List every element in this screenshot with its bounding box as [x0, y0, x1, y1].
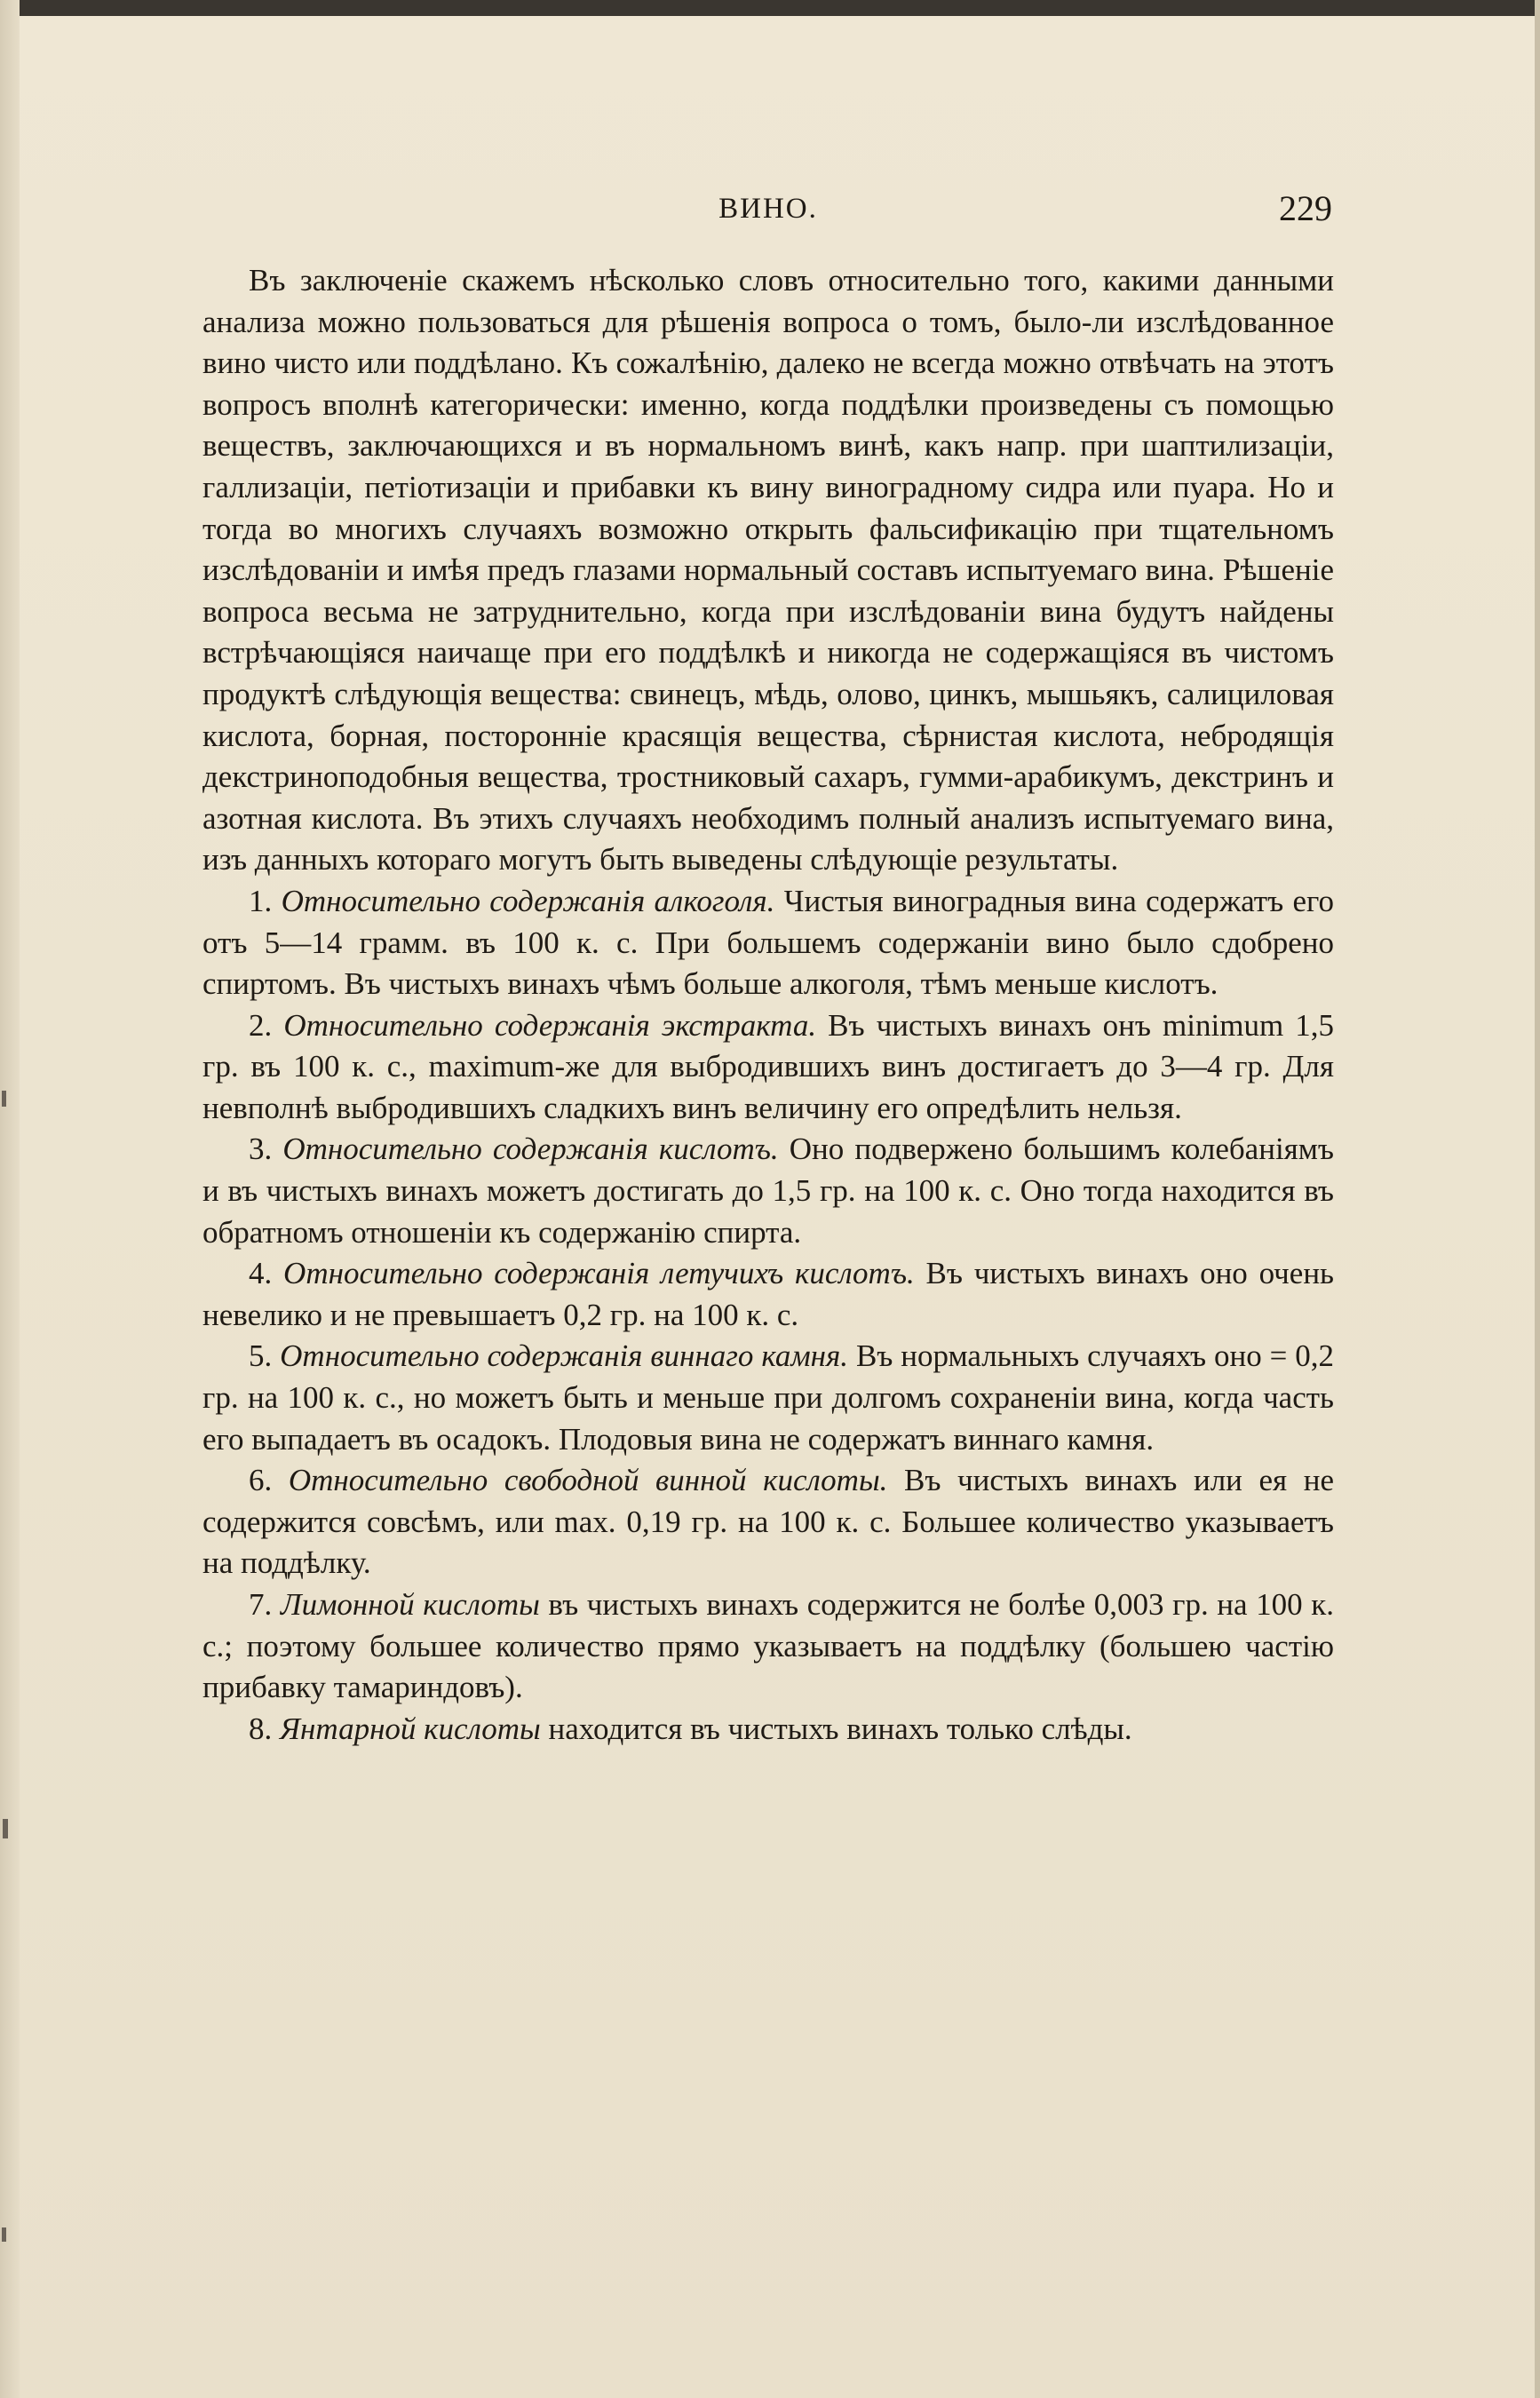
page-header: [204, 182, 1332, 235]
page-number: 229: [1279, 188, 1332, 228]
list-item: [202, 1253, 1334, 1336]
list-item: [202, 1005, 1334, 1130]
item-lead: Относительно содержанія экстракта.: [283, 1007, 817, 1043]
item-text: Чистыя виноградныя вина содержатъ его отъ 5—14 грамм. въ 100 к. с. При большемъ содержаніи вино было сдобрено спиртомъ. Въ чистыхъ винахъ чѣмъ больше алкоголя, тѣмъ меньше кислотъ.: [202, 883, 1335, 1002]
item-number: 8.: [249, 1711, 273, 1746]
item-lead: Относительно свободной винной кислоты.: [288, 1463, 888, 1498]
page-top-edge: [0, 0, 1540, 16]
intro-paragraph: Въ заключеніе скажемъ нѣсколько словъ относительно того, какими данными анализа можно пользоваться для рѣшенія вопроса о томъ, было-ли изслѣдованное вино чисто или поддѣлано. Къ сожалѣнію, далеко не всегда можно отвѣчать на этотъ вопросъ вполнѣ категорически: именно, когда поддѣлки произведены съ помощью веществъ, заключающихся и въ нормальномъ винѣ, какъ напр. при шаптилизаціи, галлизаціи, петіотизаціи и прибавки къ вину виноградному сидра или пуара. Но и тогда во многихъ случаяхъ возможно открыть фальсификацію при тщательномъ изслѣдованіи и имѣя предъ глазами нормальный составъ испытуемаго вина. Рѣшеніе вопроса весьма не затруднительно, когда при изслѣдованіи вина будутъ найдены встрѣчающіяся наичаще при его поддѣлкѣ и никогда не содержащіяся въ чистомъ продуктѣ слѣдующія вещества: свинецъ, мѣдь, олово, цинкъ, мышьякъ, салициловая кислота, борная, посторонніе красящія вещества, сѣрнистая кислота, небродящія декстриноподобныя вещества, тростниковый сахаръ, гумми-арабикумъ, декстринъ и азотная кислота. Въ этихъ случаяхъ необходимъ полный анализъ испытуемаго вина, изъ данныхъ котораго могутъ быть выведены слѣдующіе результаты.: [202, 263, 1334, 877]
item-lead: Лимонной кислоты: [280, 1587, 540, 1622]
item-text: находится въ чистыхъ винахъ только слѣды.: [548, 1711, 1132, 1746]
item-text: Въ чистыхъ винахъ оно очень невелико и не превышаетъ 0,2 гр. на 100 к. с.: [202, 1256, 1335, 1332]
list-item: [202, 1129, 1334, 1253]
margin-mark: [2, 2227, 6, 2242]
list-item: [202, 881, 1334, 1005]
margin-mark: [2, 1091, 6, 1107]
item-number: 4.: [249, 1256, 273, 1291]
page-binding-edge: [0, 0, 20, 2398]
item-lead: Янтарной кислоты: [280, 1711, 541, 1746]
body-text: [202, 260, 1334, 1750]
item-number: 3.: [249, 1132, 273, 1167]
item-number: 7.: [249, 1587, 273, 1622]
item-number: 1.: [249, 883, 273, 918]
item-text: Въ чистыхъ винахъ или ея не содержится совсѣмъ, или max. 0,19 гр. на 100 к. с. Большее количество указываетъ на поддѣлку.: [202, 1463, 1335, 1581]
item-text: Въ чистыхъ винахъ онъ minimum 1,5 гр. въ 100 к. с., maximum-же для выбродившихъ винъ достигаетъ до 3—4 гр. Для невполнѣ выбродившихъ сладкихъ винъ величину его опредѣлить нельзя.: [202, 1007, 1335, 1125]
item-lead: Относительно содержанія кислотъ.: [282, 1132, 779, 1167]
running-head: ВИНО.: [718, 193, 818, 225]
item-number: 5.: [249, 1338, 273, 1374]
list-item: [202, 1709, 1334, 1751]
item-text: въ чистыхъ винахъ содержится не болѣе 0,003 гр. на 100 к. с.; поэтому большее количество прямо указываетъ на поддѣлку (большею частію прибавку тамариндовъ).: [202, 1587, 1335, 1705]
item-number: 6.: [249, 1463, 273, 1498]
list-item: [202, 1584, 1334, 1709]
page-right-edge: [1535, 0, 1540, 2398]
list-item: [202, 1336, 1334, 1460]
item-lead: Относительно содержанія виннаго камня.: [280, 1338, 849, 1374]
item-lead: Относительно содержанія алкоголя.: [281, 883, 775, 918]
item-text: Въ нормальныхъ случаяхъ оно = 0,2 гр. на 100 к. с., но можетъ быть и меньше при долгомъ сохраненіи вина, когда часть его выпадаетъ въ осадокъ. Плодовыя вина не содержатъ виннаго камня.: [202, 1338, 1335, 1457]
item-lead: Относительно содержанія летучихъ кислотъ.: [283, 1256, 915, 1291]
list-item: [202, 1460, 1334, 1584]
item-number: 2.: [249, 1007, 273, 1043]
margin-mark: [3, 1819, 8, 1838]
item-text: Оно подвержено большимъ колебаніямъ и въ чистыхъ винахъ можетъ достигать до 1,5 гр. на 100 к. с. Оно тогда находится въ обратномъ отношеніи къ содержанію спирта.: [202, 1132, 1335, 1250]
